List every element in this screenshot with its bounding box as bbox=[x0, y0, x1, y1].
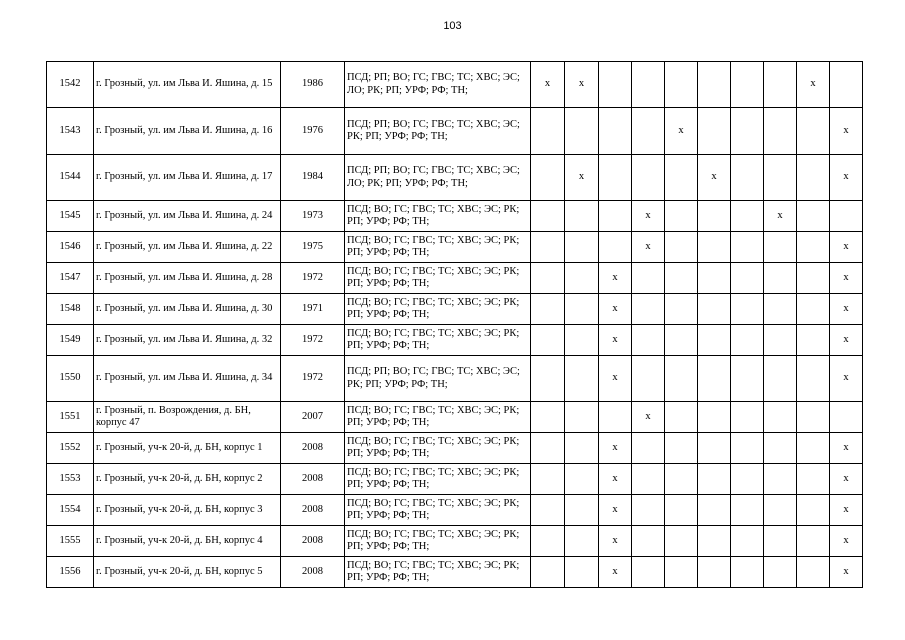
row-mark-cell bbox=[698, 495, 731, 526]
row-mark-cell bbox=[599, 62, 632, 108]
row-mark-cell: x bbox=[599, 294, 632, 325]
row-systems: ПСД; ВО; ГС; ГВС; ТС; ХВС; ЭС; РК; РП; УРФ; РФ; ТН; bbox=[345, 495, 531, 526]
row-year: 1972 bbox=[281, 356, 345, 402]
row-mark-cell: x bbox=[599, 356, 632, 402]
row-address: г. Грозный, ул. им Льва И. Яшина, д. 16 bbox=[94, 108, 281, 155]
row-mark-cell bbox=[531, 201, 565, 232]
row-number: 1553 bbox=[47, 464, 94, 495]
row-mark-cell bbox=[531, 232, 565, 263]
row-address: г. Грозный, ул. им Льва И. Яшина, д. 24 bbox=[94, 201, 281, 232]
row-mark-cell bbox=[797, 526, 830, 557]
row-mark-cell bbox=[764, 232, 797, 263]
row-systems: ПСД; ВО; ГС; ГВС; ТС; ХВС; ЭС; РК; РП; УРФ; РФ; ТН; bbox=[345, 263, 531, 294]
row-mark-cell bbox=[531, 433, 565, 464]
row-mark-cell bbox=[632, 62, 665, 108]
row-systems: ПСД; ВО; ГС; ГВС; ТС; ХВС; ЭС; РК; РП; УРФ; РФ; ТН; bbox=[345, 201, 531, 232]
row-mark-cell bbox=[797, 263, 830, 294]
row-mark-cell bbox=[764, 62, 797, 108]
row-mark-cell bbox=[665, 232, 698, 263]
row-mark-cell bbox=[797, 325, 830, 356]
row-systems: ПСД; РП; ВО; ГС; ГВС; ТС; ХВС; ЭС; ЛО; РК; РП; УРФ; РФ; ТН; bbox=[345, 62, 531, 108]
row-mark-cell bbox=[731, 62, 764, 108]
row-mark-cell bbox=[698, 294, 731, 325]
row-mark-cell bbox=[632, 464, 665, 495]
row-address: г. Грозный, ул. им Льва И. Яшина, д. 22 bbox=[94, 232, 281, 263]
table-row bbox=[47, 433, 863, 464]
row-number: 1549 bbox=[47, 325, 94, 356]
row-mark-cell bbox=[632, 356, 665, 402]
row-year: 2008 bbox=[281, 495, 345, 526]
row-mark-cell bbox=[731, 155, 764, 201]
row-mark-cell bbox=[764, 155, 797, 201]
table-row bbox=[47, 108, 863, 155]
row-mark-cell bbox=[764, 325, 797, 356]
table-row bbox=[47, 464, 863, 495]
row-mark-cell bbox=[665, 62, 698, 108]
row-mark-cell bbox=[698, 464, 731, 495]
row-systems: ПСД; РП; ВО; ГС; ГВС; ТС; ХВС; ЭС; РК; РП; УРФ; РФ; ТН; bbox=[345, 356, 531, 402]
row-mark-cell bbox=[599, 201, 632, 232]
row-mark-cell bbox=[599, 402, 632, 433]
row-mark-cell bbox=[531, 108, 565, 155]
row-mark-cell bbox=[731, 108, 764, 155]
row-mark-cell bbox=[599, 155, 632, 201]
row-mark-cell bbox=[797, 495, 830, 526]
row-address: г. Грозный, ул. им Льва И. Яшина, д. 28 bbox=[94, 263, 281, 294]
row-mark-cell bbox=[830, 62, 863, 108]
row-mark-cell bbox=[797, 294, 830, 325]
table-row bbox=[47, 526, 863, 557]
row-address: г. Грозный, ул. им Льва И. Яшина, д. 30 bbox=[94, 294, 281, 325]
row-mark-cell bbox=[632, 263, 665, 294]
row-mark-cell bbox=[665, 526, 698, 557]
row-mark-cell bbox=[764, 402, 797, 433]
row-mark-cell bbox=[531, 557, 565, 588]
row-year: 2008 bbox=[281, 433, 345, 464]
row-mark-cell bbox=[632, 495, 665, 526]
table-row bbox=[47, 232, 863, 263]
row-number: 1550 bbox=[47, 356, 94, 402]
table-row bbox=[47, 402, 863, 433]
table-row bbox=[47, 155, 863, 201]
row-mark-cell bbox=[797, 557, 830, 588]
row-mark-cell bbox=[698, 108, 731, 155]
row-number: 1546 bbox=[47, 232, 94, 263]
table-row bbox=[47, 294, 863, 325]
row-address: г. Грозный, ул. им Льва И. Яшина, д. 17 bbox=[94, 155, 281, 201]
row-address: г. Грозный, ул. им Льва И. Яшина, д. 32 bbox=[94, 325, 281, 356]
row-number: 1556 bbox=[47, 557, 94, 588]
row-mark-cell bbox=[698, 433, 731, 464]
row-mark-cell: x bbox=[830, 495, 863, 526]
row-mark-cell: x bbox=[797, 62, 830, 108]
row-mark-cell bbox=[531, 356, 565, 402]
row-mark-cell bbox=[665, 201, 698, 232]
row-mark-cell: x bbox=[830, 557, 863, 588]
row-mark-cell bbox=[632, 108, 665, 155]
row-mark-cell: x bbox=[830, 155, 863, 201]
row-year: 1976 bbox=[281, 108, 345, 155]
row-mark-cell bbox=[731, 433, 764, 464]
table-row bbox=[47, 557, 863, 588]
row-mark-cell bbox=[731, 526, 764, 557]
row-mark-cell bbox=[797, 433, 830, 464]
row-mark-cell: x bbox=[830, 526, 863, 557]
row-address: г. Грозный, уч-к 20-й, д. БН, корпус 5 bbox=[94, 557, 281, 588]
row-mark-cell bbox=[698, 201, 731, 232]
table-row bbox=[47, 62, 863, 108]
row-mark-cell: x bbox=[830, 433, 863, 464]
row-mark-cell bbox=[698, 526, 731, 557]
row-year: 2008 bbox=[281, 526, 345, 557]
row-year: 1986 bbox=[281, 62, 345, 108]
row-mark-cell bbox=[830, 201, 863, 232]
row-mark-cell bbox=[531, 526, 565, 557]
row-mark-cell bbox=[565, 356, 599, 402]
row-mark-cell bbox=[665, 557, 698, 588]
row-mark-cell bbox=[764, 464, 797, 495]
row-mark-cell bbox=[764, 108, 797, 155]
row-mark-cell bbox=[531, 294, 565, 325]
row-mark-cell bbox=[797, 155, 830, 201]
row-year: 1972 bbox=[281, 325, 345, 356]
row-mark-cell bbox=[565, 433, 599, 464]
row-mark-cell bbox=[731, 232, 764, 263]
row-number: 1543 bbox=[47, 108, 94, 155]
row-address: г. Грозный, п. Возрождения, д. БН, корпус 47 bbox=[94, 402, 281, 433]
row-address: г. Грозный, уч-к 20-й, д. БН, корпус 1 bbox=[94, 433, 281, 464]
row-mark-cell bbox=[565, 263, 599, 294]
row-mark-cell bbox=[565, 402, 599, 433]
row-mark-cell: x bbox=[830, 263, 863, 294]
row-mark-cell bbox=[698, 402, 731, 433]
row-mark-cell bbox=[632, 155, 665, 201]
row-year: 1971 bbox=[281, 294, 345, 325]
row-year: 1972 bbox=[281, 263, 345, 294]
table-row bbox=[47, 495, 863, 526]
row-mark-cell bbox=[665, 263, 698, 294]
row-mark-cell bbox=[531, 325, 565, 356]
row-mark-cell bbox=[764, 433, 797, 464]
row-year: 2008 bbox=[281, 464, 345, 495]
row-number: 1551 bbox=[47, 402, 94, 433]
row-mark-cell bbox=[632, 433, 665, 464]
row-mark-cell bbox=[565, 464, 599, 495]
row-mark-cell bbox=[764, 294, 797, 325]
row-address: г. Грозный, уч-к 20-й, д. БН, корпус 4 bbox=[94, 526, 281, 557]
row-mark-cell: x bbox=[632, 232, 665, 263]
row-mark-cell bbox=[632, 526, 665, 557]
row-mark-cell bbox=[731, 356, 764, 402]
row-systems: ПСД; ВО; ГС; ГВС; ТС; ХВС; ЭС; РК; РП; УРФ; РФ; ТН; bbox=[345, 294, 531, 325]
row-mark-cell bbox=[797, 464, 830, 495]
row-mark-cell bbox=[698, 356, 731, 402]
row-address: г. Грозный, уч-к 20-й, д. БН, корпус 3 bbox=[94, 495, 281, 526]
row-systems: ПСД; ВО; ГС; ГВС; ТС; ХВС; ЭС; РК; РП; УРФ; РФ; ТН; bbox=[345, 402, 531, 433]
row-address: г. Грозный, уч-к 20-й, д. БН, корпус 2 bbox=[94, 464, 281, 495]
row-year: 1973 bbox=[281, 201, 345, 232]
row-mark-cell bbox=[665, 433, 698, 464]
row-mark-cell bbox=[797, 108, 830, 155]
row-mark-cell bbox=[632, 325, 665, 356]
row-mark-cell: x bbox=[599, 325, 632, 356]
row-number: 1555 bbox=[47, 526, 94, 557]
row-mark-cell bbox=[565, 232, 599, 263]
row-number: 1552 bbox=[47, 433, 94, 464]
row-mark-cell bbox=[731, 464, 764, 495]
row-number: 1544 bbox=[47, 155, 94, 201]
row-mark-cell: x bbox=[830, 232, 863, 263]
row-mark-cell: x bbox=[830, 356, 863, 402]
row-year: 2007 bbox=[281, 402, 345, 433]
row-mark-cell: x bbox=[698, 155, 731, 201]
row-mark-cell bbox=[665, 464, 698, 495]
row-mark-cell bbox=[764, 356, 797, 402]
row-mark-cell bbox=[731, 557, 764, 588]
row-mark-cell: x bbox=[599, 433, 632, 464]
row-systems: ПСД; ВО; ГС; ГВС; ТС; ХВС; ЭС; РК; РП; УРФ; РФ; ТН; bbox=[345, 526, 531, 557]
row-number: 1548 bbox=[47, 294, 94, 325]
building-registry-table bbox=[46, 61, 863, 588]
row-mark-cell: x bbox=[565, 62, 599, 108]
row-mark-cell bbox=[731, 495, 764, 526]
row-mark-cell: x bbox=[830, 325, 863, 356]
row-mark-cell bbox=[764, 526, 797, 557]
table-row bbox=[47, 263, 863, 294]
row-mark-cell bbox=[632, 557, 665, 588]
row-systems: ПСД; РП; ВО; ГС; ГВС; ТС; ХВС; ЭС; ЛО; РК; РП; УРФ; РФ; ТН; bbox=[345, 155, 531, 201]
row-mark-cell bbox=[698, 232, 731, 263]
row-mark-cell: x bbox=[764, 201, 797, 232]
table-row bbox=[47, 325, 863, 356]
row-mark-cell: x bbox=[830, 294, 863, 325]
row-number: 1542 bbox=[47, 62, 94, 108]
row-mark-cell bbox=[698, 263, 731, 294]
row-mark-cell: x bbox=[599, 495, 632, 526]
row-systems: ПСД; РП; ВО; ГС; ГВС; ТС; ХВС; ЭС; РК; РП; УРФ; РФ; ТН; bbox=[345, 108, 531, 155]
row-number: 1545 bbox=[47, 201, 94, 232]
row-mark-cell bbox=[698, 325, 731, 356]
row-systems: ПСД; ВО; ГС; ГВС; ТС; ХВС; ЭС; РК; РП; УРФ; РФ; ТН; bbox=[345, 232, 531, 263]
row-mark-cell bbox=[830, 402, 863, 433]
row-mark-cell bbox=[764, 495, 797, 526]
row-mark-cell bbox=[632, 294, 665, 325]
row-mark-cell bbox=[731, 201, 764, 232]
row-mark-cell bbox=[565, 108, 599, 155]
row-year: 1984 bbox=[281, 155, 345, 201]
row-mark-cell bbox=[698, 62, 731, 108]
row-mark-cell bbox=[797, 201, 830, 232]
row-mark-cell bbox=[665, 495, 698, 526]
row-mark-cell bbox=[565, 495, 599, 526]
row-mark-cell bbox=[531, 263, 565, 294]
table-row bbox=[47, 201, 863, 232]
row-mark-cell bbox=[531, 402, 565, 433]
row-mark-cell bbox=[764, 557, 797, 588]
row-mark-cell bbox=[797, 402, 830, 433]
row-mark-cell bbox=[565, 201, 599, 232]
row-mark-cell: x bbox=[599, 464, 632, 495]
row-mark-cell bbox=[531, 155, 565, 201]
row-mark-cell bbox=[665, 402, 698, 433]
row-mark-cell bbox=[531, 495, 565, 526]
row-year: 1975 bbox=[281, 232, 345, 263]
row-mark-cell bbox=[731, 402, 764, 433]
row-mark-cell: x bbox=[632, 402, 665, 433]
row-systems: ПСД; ВО; ГС; ГВС; ТС; ХВС; ЭС; РК; РП; УРФ; РФ; ТН; bbox=[345, 325, 531, 356]
row-systems: ПСД; ВО; ГС; ГВС; ТС; ХВС; ЭС; РК; РП; УРФ; РФ; ТН; bbox=[345, 433, 531, 464]
row-mark-cell bbox=[565, 526, 599, 557]
row-year: 2008 bbox=[281, 557, 345, 588]
table-body bbox=[47, 62, 863, 588]
row-mark-cell: x bbox=[599, 557, 632, 588]
row-mark-cell bbox=[698, 557, 731, 588]
row-mark-cell: x bbox=[565, 155, 599, 201]
row-mark-cell bbox=[731, 294, 764, 325]
row-mark-cell: x bbox=[599, 263, 632, 294]
row-mark-cell bbox=[531, 464, 565, 495]
table-row bbox=[47, 356, 863, 402]
row-mark-cell bbox=[565, 325, 599, 356]
row-mark-cell: x bbox=[599, 526, 632, 557]
row-mark-cell bbox=[731, 263, 764, 294]
row-mark-cell: x bbox=[531, 62, 565, 108]
row-mark-cell: x bbox=[830, 464, 863, 495]
row-mark-cell: x bbox=[665, 108, 698, 155]
row-systems: ПСД; ВО; ГС; ГВС; ТС; ХВС; ЭС; РК; РП; УРФ; РФ; ТН; bbox=[345, 464, 531, 495]
row-mark-cell: x bbox=[830, 108, 863, 155]
row-address: г. Грозный, ул. им Льва И. Яшина, д. 15 bbox=[94, 62, 281, 108]
row-systems: ПСД; ВО; ГС; ГВС; ТС; ХВС; ЭС; РК; РП; УРФ; РФ; ТН; bbox=[345, 557, 531, 588]
row-mark-cell bbox=[599, 108, 632, 155]
row-mark-cell bbox=[797, 356, 830, 402]
row-mark-cell bbox=[665, 325, 698, 356]
row-number: 1547 bbox=[47, 263, 94, 294]
row-mark-cell bbox=[565, 557, 599, 588]
page-number: 103 bbox=[443, 20, 462, 32]
row-mark-cell bbox=[665, 356, 698, 402]
row-mark-cell: x bbox=[632, 201, 665, 232]
row-number: 1554 bbox=[47, 495, 94, 526]
row-mark-cell bbox=[764, 263, 797, 294]
row-address: г. Грозный, ул. им Льва И. Яшина, д. 34 bbox=[94, 356, 281, 402]
row-mark-cell bbox=[665, 294, 698, 325]
row-mark-cell bbox=[731, 325, 764, 356]
row-mark-cell bbox=[565, 294, 599, 325]
row-mark-cell bbox=[665, 155, 698, 201]
row-mark-cell bbox=[797, 232, 830, 263]
row-mark-cell bbox=[599, 232, 632, 263]
